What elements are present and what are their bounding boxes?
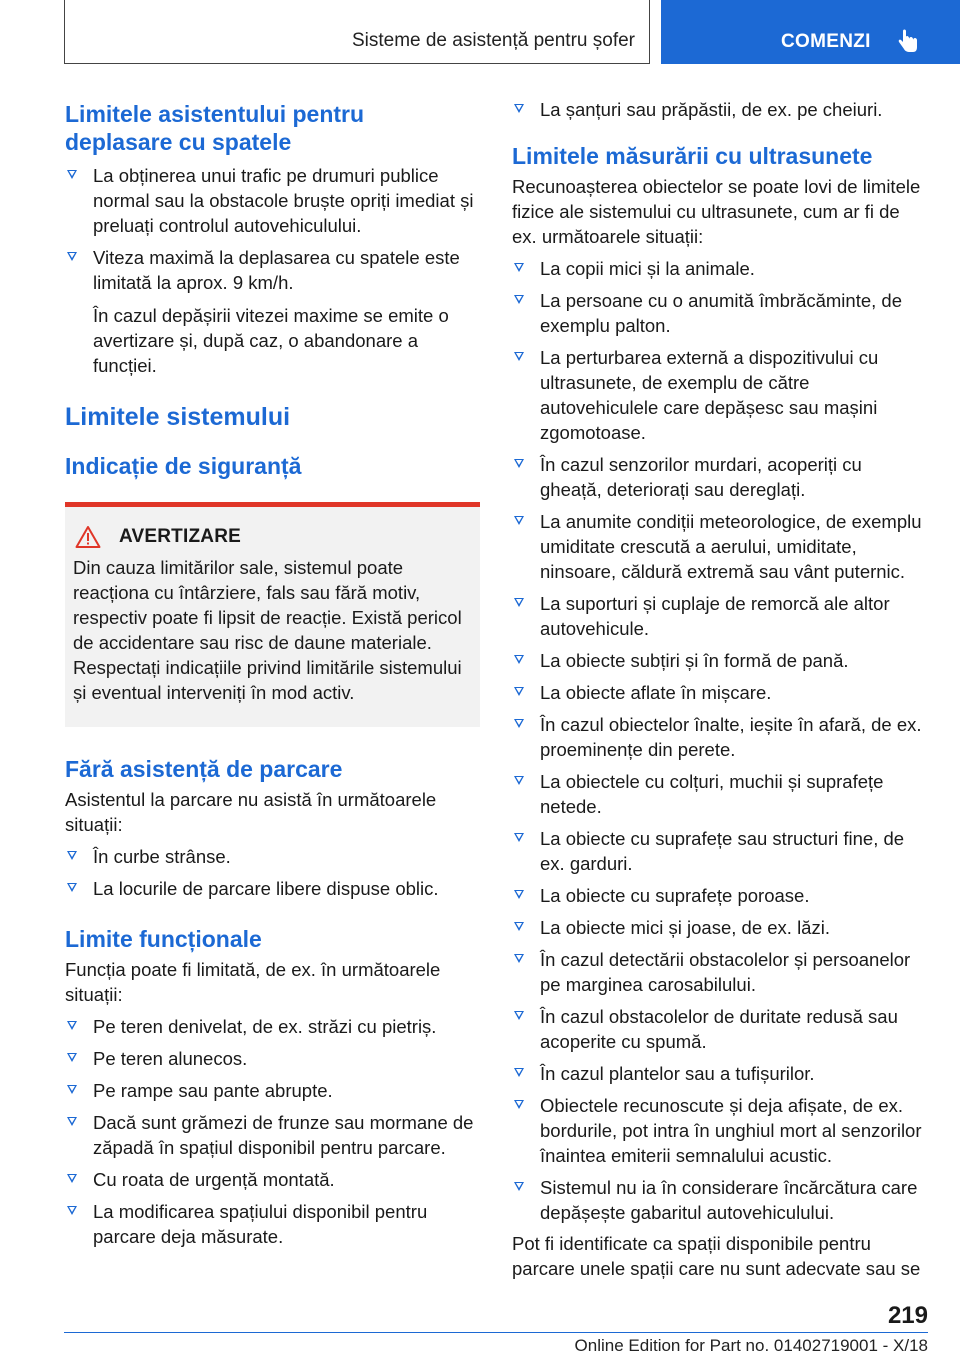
list-item: La obiectele cu colțuri, muchii și suprafețe netede.: [512, 769, 927, 819]
list-item: Pe teren alunecos.: [65, 1046, 480, 1071]
edition-note: Online Edition for Part no. 01402719001 - X/18: [574, 1336, 928, 1355]
triangle-bullet-icon: [514, 1182, 524, 1191]
no-assist-intro: Asistentul la parcare nu asistă în următoarele situații:: [65, 789, 437, 835]
list-item: În cazul detectării obstacolelor și persoanelor pe marginea carosabilului.: [512, 947, 927, 997]
triangle-bullet-icon: [67, 252, 77, 261]
header-section-tab: [64, 0, 650, 64]
list-item: În cazul plantelor sau a tufișurilor.: [512, 1061, 927, 1086]
triangle-bullet-icon: [514, 776, 524, 785]
triangle-bullet-icon: [67, 1085, 77, 1094]
triangle-bullet-icon: [67, 1117, 77, 1126]
warning-text: Din cauza limitărilor sale, sistemul poate reacționa cu întârziere, fals sau fără motiv, respectiv poate fi lipsit de reacție. Există pericol de accidentare sau risc de daune materiale. Respectați indicațiile privind limitările sistemului și eventual interveniți în mod activ.: [73, 557, 462, 703]
triangle-bullet-icon: [514, 719, 524, 728]
ultrasound-limits-list: [512, 256, 927, 1225]
chapter-tab[interactable]: [661, 0, 960, 64]
closing-paragraph: Pot fi identificate ca spații disponibile pentru parcare unele spații care nu sunt adecvate sau se: [512, 1233, 921, 1279]
footer-divider: [64, 1332, 928, 1333]
continued-list: [512, 97, 927, 122]
functional-limits-list: [65, 1014, 480, 1249]
speed-note: În cazul depășirii vitezei maxime se emite o avertizare și, după caz, o abandonare a funcției.: [93, 305, 449, 376]
list-item: La suporturi și cuplaje de remorcă ale altor autovehicule.: [512, 591, 927, 641]
left-column: [65, 100, 480, 1249]
section-title: Sisteme de asistență pentru șofer: [351, 30, 635, 51]
triangle-bullet-icon: [514, 352, 524, 361]
heading-reverse-assistant-limits: Limitele asistentului pentru deplasare cu spatele: [65, 101, 365, 155]
triangle-bullet-icon: [514, 1068, 524, 1077]
triangle-bullet-icon: [514, 598, 524, 607]
list-item: La obiecte mici și joase, de ex. lăzi.: [512, 915, 927, 940]
page-number: 219: [887, 1302, 928, 1329]
triangle-bullet-icon: [514, 1011, 524, 1020]
list-item: La anumite condiții meteorologice, de exemplu umiditate crescută a aerului, umiditate, ninsoare, căldură extremă sau vânt puternic.: [512, 509, 927, 584]
triangle-bullet-icon: [514, 295, 524, 304]
heading-system-limits: Limitele sistemului: [65, 403, 291, 431]
list-item: Obiectele recunoscute și deja afișate, de ex. bordurile, pot intra în unghiul mort al senzorilor înaintea emiterii semnalului acustic.: [512, 1093, 927, 1168]
list-item: În cazul senzorilor murdari, acoperiți cu gheață, deteriorați sau dereglați.: [512, 452, 927, 502]
triangle-bullet-icon: [514, 833, 524, 842]
triangle-bullet-icon: [514, 655, 524, 664]
warning-triangle-icon: [75, 525, 101, 549]
triangle-bullet-icon: [514, 1100, 524, 1109]
list-item: La modificarea spațiului disponibil pentru parcare deja măsurate.: [65, 1199, 480, 1249]
triangle-bullet-icon: [67, 170, 77, 179]
list-item: La obiecte cu suprafețe sau structuri fine, de ex. garduri.: [512, 826, 927, 876]
triangle-bullet-icon: [514, 459, 524, 468]
triangle-bullet-icon: [514, 954, 524, 963]
triangle-bullet-icon: [514, 687, 524, 696]
no-assist-list: [65, 844, 480, 901]
heading-safety-note: Indicație de siguranță: [65, 453, 302, 479]
list-item: Pe rampe sau pante abrupte.: [65, 1078, 480, 1103]
list-item: În cazul obstacolelor de duritate redusă sau acoperite cu spumă.: [512, 1004, 927, 1054]
ultrasound-intro: Recunoașterea obiectelor se poate lovi de limitele fizice ale sistemului cu ultrasunete, cum ar fi de ex. următoarele situații:: [512, 176, 921, 247]
triangle-bullet-icon: [514, 516, 524, 525]
heading-no-parking-assist: Fără asistență de parcare: [65, 756, 343, 782]
list-item: Dacă sunt grămezi de frunze sau mormane de zăpadă în spațiul disponibil pentru parcare.: [65, 1110, 480, 1160]
functional-intro: Funcția poate fi limitată, de ex. în următoarele situații:: [65, 959, 441, 1005]
list-item: În cazul obiectelor înalte, ieșite în afară, de ex. proeminențe din perete.: [512, 712, 927, 762]
chapter-label: COMENZI: [781, 31, 871, 52]
list-item: La obiecte aflate în mișcare.: [512, 680, 927, 705]
triangle-bullet-icon: [514, 922, 524, 931]
triangle-bullet-icon: [514, 263, 524, 272]
triangle-bullet-icon: [67, 883, 77, 892]
reverse-limits-list: [65, 163, 480, 295]
list-item: La locurile de parcare libere dispuse oblic.: [65, 876, 480, 901]
list-item: La șanțuri sau prăpăstii, de ex. pe cheiuri.: [512, 97, 927, 122]
warning-title: AVERTIZARE: [119, 526, 241, 547]
triangle-bullet-icon: [514, 890, 524, 899]
triangle-bullet-icon: [514, 104, 524, 113]
list-item: Sistemul nu ia în considerare încărcătura care depășește gabaritul autovehiculului.: [512, 1175, 927, 1225]
hand-pointer-icon: [895, 28, 921, 54]
triangle-bullet-icon: [67, 1021, 77, 1030]
triangle-bullet-icon: [67, 1174, 77, 1183]
list-item: La obiecte cu suprafețe poroase.: [512, 883, 927, 908]
warning-box: [65, 502, 480, 727]
list-item: La obiecte subțiri și în formă de pană.: [512, 648, 927, 673]
list-item: Viteza maximă la deplasarea cu spatele este limitată la aprox. 9 km/h.: [65, 245, 480, 295]
triangle-bullet-icon: [67, 1206, 77, 1215]
triangle-bullet-icon: [67, 1053, 77, 1062]
list-item: Cu roata de urgență montată.: [65, 1167, 480, 1192]
right-column: [512, 97, 927, 1281]
list-item: La persoane cu o anumită îmbrăcăminte, de exemplu palton.: [512, 288, 927, 338]
list-item: În curbe strânse.: [65, 844, 480, 869]
heading-ultrasound-limits: Limitele măsurării cu ultrasunete: [512, 143, 873, 169]
list-item: Pe teren denivelat, de ex. străzi cu pietriș.: [65, 1014, 480, 1039]
heading-functional-limits: Limite funcționale: [65, 926, 262, 952]
triangle-bullet-icon: [67, 851, 77, 860]
list-item: La obținerea unui trafic pe drumuri publice normal sau la obstacole bruște opriți imediat și preluați controlul autovehiculului.: [65, 163, 480, 238]
list-item: La copii mici și la animale.: [512, 256, 927, 281]
list-item: La perturbarea externă a dispozitivului cu ultrasunete, de exemplu de către autovehiculele care depășesc sau mașini zgomotoase.: [512, 345, 927, 445]
